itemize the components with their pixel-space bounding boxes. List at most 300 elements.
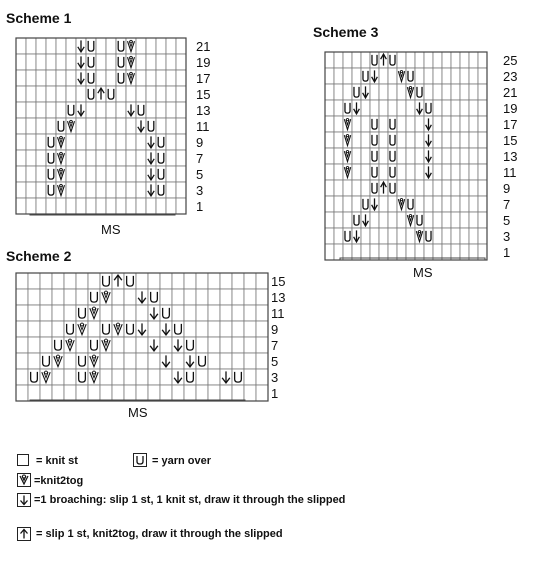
knit-stitch-cell xyxy=(36,54,46,70)
knit-stitch-cell xyxy=(124,369,136,385)
knit-stitch-cell xyxy=(244,273,256,289)
knit-stitch-cell xyxy=(424,180,433,196)
knit-stitch-cell xyxy=(96,54,106,70)
yarn-over-icon xyxy=(133,453,147,467)
knit-stitch-cell xyxy=(460,116,469,132)
knit-stitch-cell xyxy=(100,369,112,385)
knit-stitch-cell xyxy=(460,180,469,196)
knit-stitch-cell xyxy=(352,180,361,196)
knit-stitch-cell xyxy=(100,385,112,401)
row-label: 17 xyxy=(196,71,211,86)
knit-stitch-cell xyxy=(397,148,406,164)
knit-stitch-cell xyxy=(46,54,56,70)
knit-stitch-cell xyxy=(66,38,76,54)
knit-stitch-cell xyxy=(442,212,451,228)
knit-stitch-cell xyxy=(176,182,186,198)
knit-stitch-cell xyxy=(126,86,136,102)
knit-stitch-cell xyxy=(66,198,76,214)
knit-stitch-cell xyxy=(406,164,415,180)
row-label: 25 xyxy=(503,53,518,68)
knit-stitch-cell xyxy=(16,321,28,337)
knit-stitch-cell xyxy=(379,196,388,212)
scheme2-grid xyxy=(16,273,268,401)
knit-stitch-cell xyxy=(96,150,106,166)
knit-stitch-cell xyxy=(56,102,66,118)
knit-stitch-cell xyxy=(208,289,220,305)
knit-stitch-cell xyxy=(424,212,433,228)
knit-stitch-cell xyxy=(86,198,96,214)
knit-stitch-cell xyxy=(451,164,460,180)
knit-stitch-cell xyxy=(136,198,146,214)
knit-stitch-cell xyxy=(451,228,460,244)
knit-stitch-cell xyxy=(232,305,244,321)
knit-stitch-cell xyxy=(112,337,124,353)
blank-square-icon xyxy=(17,454,29,466)
knit-stitch-cell xyxy=(196,321,208,337)
row-label: 19 xyxy=(503,101,518,116)
knit-stitch-cell xyxy=(116,86,126,102)
knit-stitch-cell xyxy=(36,118,46,134)
knit-stitch-cell xyxy=(442,148,451,164)
scheme1-grid xyxy=(16,38,186,214)
knit-stitch-cell xyxy=(220,337,232,353)
knit-stitch-cell xyxy=(379,228,388,244)
knit-stitch-cell xyxy=(148,273,160,289)
row-label: 21 xyxy=(503,85,518,100)
knit-stitch-cell xyxy=(40,305,52,321)
knit-stitch-cell xyxy=(166,134,176,150)
knit-stitch-cell xyxy=(469,196,478,212)
knit-stitch-cell xyxy=(469,164,478,180)
knit-stitch-cell xyxy=(100,305,112,321)
knit-stitch-cell xyxy=(370,84,379,100)
knit-stitch-cell xyxy=(46,198,56,214)
knit-stitch-cell xyxy=(220,385,232,401)
knit-stitch-cell xyxy=(136,337,148,353)
knit-stitch-cell xyxy=(415,52,424,68)
scheme3-grid xyxy=(325,52,487,260)
row-label: 13 xyxy=(503,149,518,164)
knit-stitch-cell xyxy=(136,134,146,150)
knit-stitch-cell xyxy=(325,100,334,116)
knit-stitch-cell xyxy=(478,180,487,196)
knit-stitch-cell xyxy=(106,54,116,70)
knit-stitch-cell xyxy=(112,289,124,305)
knit-stitch-cell xyxy=(136,353,148,369)
knit-stitch-cell xyxy=(26,166,36,182)
knit-stitch-cell xyxy=(96,182,106,198)
knit-stitch-cell xyxy=(46,86,56,102)
knit-stitch-cell xyxy=(172,305,184,321)
knit-stitch-cell xyxy=(325,228,334,244)
knit-stitch-cell xyxy=(370,100,379,116)
knit-stitch-cell xyxy=(96,134,106,150)
knit-stitch-cell xyxy=(156,38,166,54)
knit-stitch-cell xyxy=(86,134,96,150)
knit-stitch-cell xyxy=(156,102,166,118)
knit-stitch-cell xyxy=(76,150,86,166)
knit-stitch-cell xyxy=(415,116,424,132)
knit-stitch-cell xyxy=(46,102,56,118)
knit-stitch-cell xyxy=(112,353,124,369)
knit-stitch-cell xyxy=(156,86,166,102)
knit-stitch-cell xyxy=(442,196,451,212)
knit-stitch-cell xyxy=(52,369,64,385)
knit-stitch-cell xyxy=(352,116,361,132)
knit-stitch-cell xyxy=(208,369,220,385)
row-label: 19 xyxy=(196,55,211,70)
knit-stitch-cell xyxy=(16,353,28,369)
knit-stitch-cell xyxy=(126,150,136,166)
knit-stitch-cell xyxy=(451,196,460,212)
knit-stitch-cell xyxy=(172,353,184,369)
knit-stitch-cell xyxy=(196,385,208,401)
knit-stitch-cell xyxy=(451,148,460,164)
knit-stitch-cell xyxy=(256,369,268,385)
knit-stitch-cell xyxy=(442,52,451,68)
knit-stitch-cell xyxy=(66,134,76,150)
scheme1-title: Scheme 1 xyxy=(6,10,72,26)
knit-stitch-cell xyxy=(96,38,106,54)
knit-stitch-cell xyxy=(352,52,361,68)
knit-stitch-cell xyxy=(16,166,26,182)
knit-stitch-cell xyxy=(126,198,136,214)
knit-stitch-cell xyxy=(325,148,334,164)
knit-stitch-cell xyxy=(361,52,370,68)
row-label: 1 xyxy=(503,245,511,260)
knit-stitch-cell xyxy=(176,166,186,182)
knit-stitch-cell xyxy=(96,102,106,118)
knit-stitch-cell xyxy=(166,182,176,198)
row-label: 7 xyxy=(503,197,511,212)
knit-stitch-cell xyxy=(184,305,196,321)
knit-stitch-cell xyxy=(52,385,64,401)
knit-stitch-cell xyxy=(16,198,26,214)
knit-stitch-cell xyxy=(176,198,186,214)
knit-stitch-cell xyxy=(334,148,343,164)
knit-stitch-cell xyxy=(433,196,442,212)
knit-stitch-cell xyxy=(451,116,460,132)
knit-stitch-cell xyxy=(397,100,406,116)
knit-stitch-cell xyxy=(160,369,172,385)
knit-stitch-cell xyxy=(126,118,136,134)
knit-stitch-cell xyxy=(451,84,460,100)
knit-stitch-cell xyxy=(361,180,370,196)
knit-stitch-cell xyxy=(460,228,469,244)
knit-stitch-cell xyxy=(172,273,184,289)
knit-stitch-cell xyxy=(176,102,186,118)
knit-stitch-cell xyxy=(208,385,220,401)
knit-stitch-cell xyxy=(76,166,86,182)
knit-stitch-cell xyxy=(397,228,406,244)
knit-stitch-cell xyxy=(460,212,469,228)
knit-stitch-cell xyxy=(208,337,220,353)
knit-stitch-cell xyxy=(451,100,460,116)
knit-stitch-cell xyxy=(76,289,88,305)
knit-stitch-cell xyxy=(64,353,76,369)
knit-stitch-cell xyxy=(469,52,478,68)
knit-stitch-cell xyxy=(46,38,56,54)
knit-stitch-cell xyxy=(16,134,26,150)
knit-stitch-cell xyxy=(469,132,478,148)
knit-stitch-cell xyxy=(433,68,442,84)
knit-stitch-cell xyxy=(451,180,460,196)
knit-stitch-cell xyxy=(379,164,388,180)
knit-stitch-cell xyxy=(406,180,415,196)
knit-stitch-cell xyxy=(64,369,76,385)
row-label: 1 xyxy=(196,199,204,214)
knit-stitch-cell xyxy=(334,52,343,68)
knit-stitch-cell xyxy=(26,182,36,198)
knit-stitch-cell xyxy=(478,196,487,212)
knit-stitch-cell xyxy=(176,70,186,86)
knit-stitch-cell xyxy=(26,150,36,166)
knit-stitch-cell xyxy=(334,68,343,84)
knit-stitch-cell xyxy=(64,305,76,321)
knit-stitch-cell xyxy=(112,305,124,321)
row-label: 9 xyxy=(271,322,279,337)
knit-stitch-cell xyxy=(232,385,244,401)
knit-stitch-cell xyxy=(451,212,460,228)
knit-stitch-cell xyxy=(52,305,64,321)
row-label: 15 xyxy=(271,274,286,289)
knit-stitch-cell xyxy=(244,353,256,369)
knit-stitch-cell xyxy=(86,102,96,118)
knit-stitch-cell xyxy=(424,84,433,100)
knit-stitch-cell xyxy=(433,180,442,196)
row-label: 15 xyxy=(503,133,518,148)
row-label: 11 xyxy=(271,306,285,321)
knit-stitch-cell xyxy=(36,166,46,182)
row-label: 23 xyxy=(503,69,518,84)
legend-slip-knit2tog-text: = slip 1 st, knit2tog, draw it through the slipped xyxy=(36,528,283,540)
knit-stitch-cell xyxy=(146,70,156,86)
knit-stitch-cell xyxy=(106,70,116,86)
knit-stitch-cell xyxy=(76,134,86,150)
up-arrow-icon xyxy=(17,527,31,541)
knit-stitch-cell xyxy=(28,337,40,353)
knit-stitch-cell xyxy=(16,38,26,54)
knit-stitch-cell xyxy=(478,212,487,228)
knit-stitch-cell xyxy=(208,273,220,289)
knit-stitch-cell xyxy=(136,54,146,70)
knit-stitch-cell xyxy=(334,180,343,196)
knit-stitch-cell xyxy=(160,337,172,353)
knit-stitch-cell xyxy=(334,132,343,148)
knit-stitch-cell xyxy=(106,166,116,182)
knit-stitch-cell xyxy=(172,385,184,401)
knit-stitch-cell xyxy=(460,68,469,84)
knit-stitch-cell xyxy=(415,196,424,212)
knit-stitch-cell xyxy=(469,116,478,132)
knit-stitch-cell xyxy=(126,134,136,150)
knit-stitch-cell xyxy=(388,100,397,116)
knit-stitch-cell xyxy=(220,321,232,337)
legend-knit-text: = knit st xyxy=(36,455,78,467)
knit-stitch-cell xyxy=(220,353,232,369)
knit-stitch-cell xyxy=(112,369,124,385)
row-label: 17 xyxy=(503,117,518,132)
knit-stitch-cell xyxy=(460,148,469,164)
knit-stitch-cell xyxy=(126,182,136,198)
knit-stitch-cell xyxy=(433,132,442,148)
scheme2-ms-label: MS xyxy=(128,405,148,420)
knit-stitch-cell xyxy=(166,118,176,134)
knit-stitch-cell xyxy=(176,150,186,166)
knit-stitch-cell xyxy=(28,353,40,369)
knit-stitch-cell xyxy=(52,273,64,289)
knit-stitch-cell xyxy=(361,132,370,148)
knit-stitch-cell xyxy=(469,148,478,164)
knit-stitch-cell xyxy=(76,86,86,102)
knit-stitch-cell xyxy=(88,321,100,337)
knit-stitch-cell xyxy=(379,148,388,164)
knit-stitch-cell xyxy=(325,132,334,148)
knit-stitch-cell xyxy=(442,164,451,180)
knit-stitch-cell xyxy=(220,273,232,289)
knit-stitch-cell xyxy=(433,148,442,164)
knit-stitch-cell xyxy=(156,54,166,70)
knit-stitch-cell xyxy=(36,150,46,166)
knit-stitch-cell xyxy=(469,228,478,244)
knit-stitch-cell xyxy=(256,273,268,289)
knit-stitch-cell xyxy=(379,132,388,148)
knit-stitch-cell xyxy=(388,196,397,212)
knit-stitch-cell xyxy=(397,180,406,196)
knit-stitch-cell xyxy=(40,321,52,337)
knit-stitch-cell xyxy=(26,198,36,214)
knit-stitch-cell xyxy=(325,244,334,260)
knit-stitch-cell xyxy=(112,385,124,401)
row-label: 3 xyxy=(271,370,279,385)
knit-stitch-cell xyxy=(334,196,343,212)
knit-stitch-cell xyxy=(176,54,186,70)
knit-stitch-cell xyxy=(184,385,196,401)
knit-stitch-cell xyxy=(196,369,208,385)
knit-stitch-cell xyxy=(136,166,146,182)
knit-stitch-cell xyxy=(343,212,352,228)
knit-stitch-cell xyxy=(244,385,256,401)
knit-stitch-cell xyxy=(370,212,379,228)
knit2tog-icon xyxy=(17,473,31,487)
knit-stitch-cell xyxy=(28,321,40,337)
knit-stitch-cell xyxy=(52,289,64,305)
knit-stitch-cell xyxy=(244,337,256,353)
knit-stitch-cell xyxy=(36,182,46,198)
knit-stitch-cell xyxy=(184,273,196,289)
knit-stitch-cell xyxy=(106,134,116,150)
row-label: 11 xyxy=(196,119,210,134)
knit-stitch-cell xyxy=(352,132,361,148)
knit-stitch-cell xyxy=(166,38,176,54)
knit-stitch-cell xyxy=(106,118,116,134)
scheme3-ms-label: MS xyxy=(413,265,433,280)
knit-stitch-cell xyxy=(244,321,256,337)
knit-stitch-cell xyxy=(397,212,406,228)
knit-stitch-cell xyxy=(433,116,442,132)
knit-stitch-cell xyxy=(325,68,334,84)
knit-stitch-cell xyxy=(406,52,415,68)
knit-stitch-cell xyxy=(460,164,469,180)
knit-stitch-cell xyxy=(478,132,487,148)
knit-stitch-cell xyxy=(148,353,160,369)
knit-stitch-cell xyxy=(433,164,442,180)
knit-stitch-cell xyxy=(433,228,442,244)
knit-stitch-cell xyxy=(66,166,76,182)
knit-stitch-cell xyxy=(40,385,52,401)
knit-stitch-cell xyxy=(146,198,156,214)
row-label: 7 xyxy=(196,151,204,166)
knit-stitch-cell xyxy=(52,321,64,337)
broaching-arrow-icon xyxy=(17,493,31,507)
knit-stitch-cell xyxy=(76,385,88,401)
knit-stitch-cell xyxy=(397,132,406,148)
knit-stitch-cell xyxy=(36,198,46,214)
knit-stitch-cell xyxy=(86,150,96,166)
row-label: 11 xyxy=(503,165,517,180)
legend-broaching-text: =1 broaching: slip 1 st, 1 knit st, draw it through the slipped xyxy=(34,494,346,506)
knit-stitch-cell xyxy=(86,166,96,182)
row-label: 21 xyxy=(196,39,211,54)
row-label: 5 xyxy=(196,167,204,182)
knit-stitch-cell xyxy=(244,369,256,385)
knit-stitch-cell xyxy=(66,54,76,70)
knit-stitch-cell xyxy=(406,100,415,116)
scheme1-ms-label: MS xyxy=(101,222,121,237)
row-label: 3 xyxy=(503,229,511,244)
knit-stitch-cell xyxy=(232,337,244,353)
knit-stitch-cell xyxy=(156,70,166,86)
knit-stitch-cell xyxy=(146,38,156,54)
knit-stitch-cell xyxy=(16,273,28,289)
knit-stitch-cell xyxy=(16,118,26,134)
knit-stitch-cell xyxy=(136,369,148,385)
knit-stitch-cell xyxy=(478,68,487,84)
knit-stitch-cell xyxy=(478,116,487,132)
knit-stitch-cell xyxy=(343,84,352,100)
knit-stitch-cell xyxy=(160,289,172,305)
knit-stitch-cell xyxy=(424,52,433,68)
knit-stitch-cell xyxy=(406,148,415,164)
knit-stitch-cell xyxy=(469,68,478,84)
knit-stitch-cell xyxy=(460,132,469,148)
knit-stitch-cell xyxy=(433,212,442,228)
knit-stitch-cell xyxy=(136,150,146,166)
knit-stitch-cell xyxy=(166,102,176,118)
knit-stitch-cell xyxy=(442,116,451,132)
knit-stitch-cell xyxy=(334,116,343,132)
knit-stitch-cell xyxy=(352,196,361,212)
knit-stitch-cell xyxy=(16,102,26,118)
knit-stitch-cell xyxy=(40,337,52,353)
knit-stitch-cell xyxy=(64,289,76,305)
knit-stitch-cell xyxy=(478,84,487,100)
knit-stitch-cell xyxy=(56,198,66,214)
row-label: 5 xyxy=(271,354,279,369)
knit-stitch-cell xyxy=(469,100,478,116)
knit-stitch-cell xyxy=(196,289,208,305)
knit-stitch-cell xyxy=(172,289,184,305)
knit-stitch-cell xyxy=(124,289,136,305)
knit-stitch-cell xyxy=(352,68,361,84)
knit-stitch-cell xyxy=(244,305,256,321)
knit-stitch-cell xyxy=(256,321,268,337)
knit-stitch-cell xyxy=(232,353,244,369)
row-label: 9 xyxy=(503,181,511,196)
knit-stitch-cell xyxy=(379,84,388,100)
knit-stitch-cell xyxy=(176,38,186,54)
knit-stitch-cell xyxy=(116,150,126,166)
